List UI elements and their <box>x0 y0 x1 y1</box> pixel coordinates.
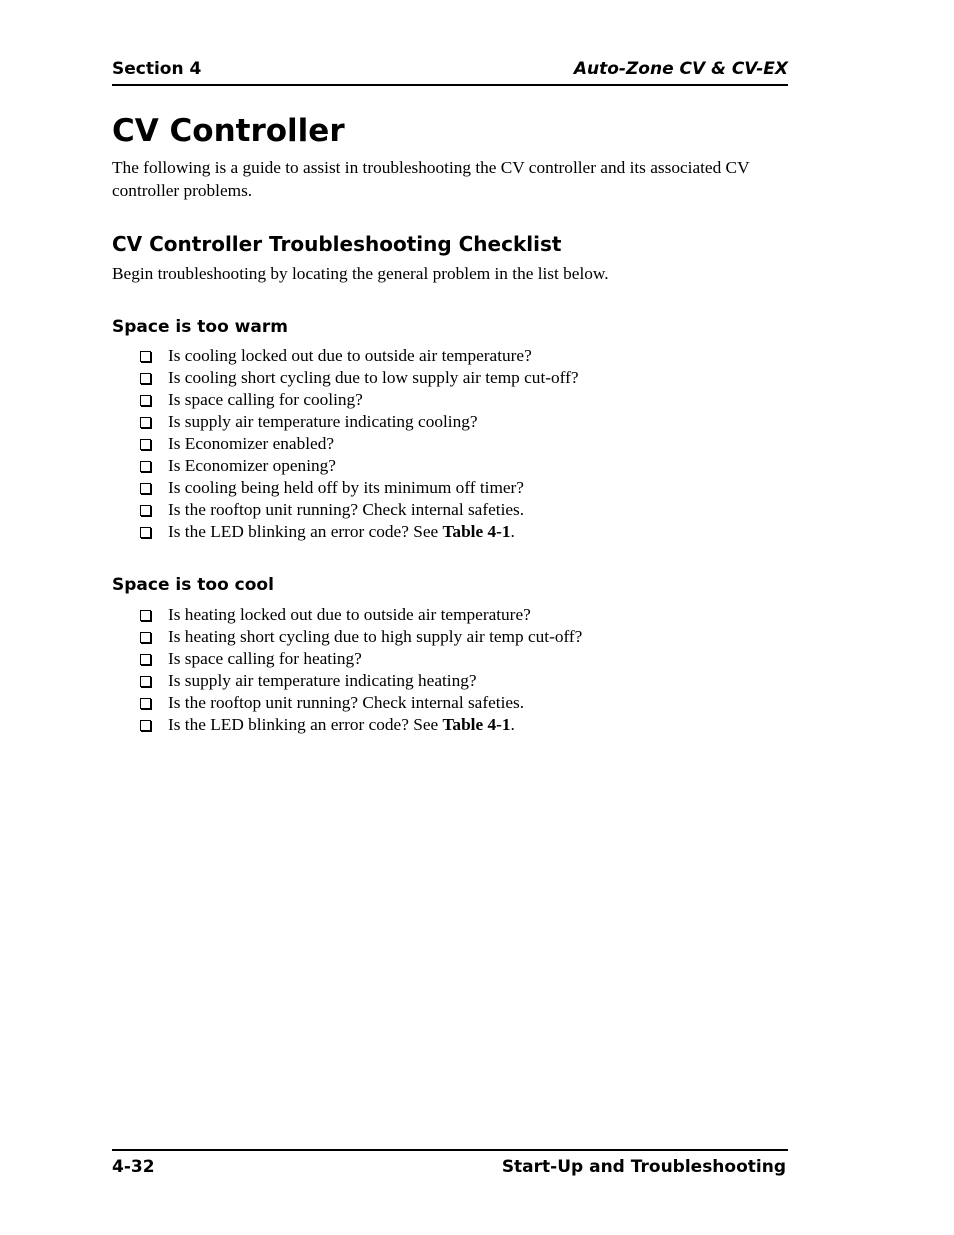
checklist-item <box>140 670 582 692</box>
checkbox-icon <box>140 676 151 687</box>
checkbox-icon <box>140 610 151 621</box>
checklist-item <box>140 433 579 455</box>
page-title: CV Controller <box>112 113 345 149</box>
checklist-item-text <box>168 455 336 477</box>
header-product: Auto-Zone CV & CV-EX <box>573 59 788 79</box>
warm-checklist <box>140 345 579 543</box>
checklist-item-text <box>168 433 334 455</box>
checklist-item <box>140 367 579 389</box>
item-text: Is Economizer opening? <box>168 456 336 475</box>
checklist-item-text <box>168 692 524 714</box>
checklist-item-text <box>168 670 477 692</box>
warm-heading: Space is too warm <box>112 317 288 337</box>
checklist-item <box>140 411 579 433</box>
checklist-lead: Begin troubleshooting by locating the general problem in the list below. <box>112 264 609 283</box>
checkbox-icon <box>140 483 151 494</box>
checklist-item <box>140 345 579 367</box>
checkbox-icon <box>140 632 151 643</box>
checklist-item-text <box>168 499 524 521</box>
checkbox-icon <box>140 439 151 450</box>
checklist-item <box>140 626 582 648</box>
item-text: Is heating short cycling due to high supply air temp cut-off? <box>168 627 583 646</box>
checklist-item <box>140 389 579 411</box>
item-text: Is space calling for heating? <box>168 649 362 668</box>
checklist-item <box>140 714 582 736</box>
item-text: Is space calling for cooling? <box>168 390 363 409</box>
item-text: Is Economizer enabled? <box>168 434 335 453</box>
checklist-item-text <box>168 626 582 648</box>
item-text: Is the rooftop unit running? Check internal safeties. <box>168 693 525 712</box>
cool-heading: Space is too cool <box>112 575 274 595</box>
checkbox-icon <box>140 505 151 516</box>
item-text: Is supply air temperature indicating cooling? <box>168 412 478 431</box>
table-reference: Table 4-1 <box>442 715 511 734</box>
checklist-item-text <box>168 367 579 389</box>
page-footer <box>112 1149 788 1183</box>
checklist-item-text <box>168 604 531 626</box>
checklist-item-text <box>168 345 532 367</box>
checkbox-icon <box>140 417 151 428</box>
intro-paragraph: The following is a guide to assist in troubleshooting the CV controller and its associated CV controller problems. <box>112 158 750 200</box>
page-header <box>112 58 788 86</box>
item-end: . <box>510 522 515 541</box>
checklist-item <box>140 648 582 670</box>
checklist-item-text <box>168 411 478 433</box>
item-text: Is cooling short cycling due to low supply air temp cut-off? <box>168 368 579 387</box>
checkbox-icon <box>140 395 151 406</box>
table-reference: Table 4-1 <box>442 522 511 541</box>
checkbox-icon <box>140 461 151 472</box>
item-text: Is heating locked out due to outside air temperature? <box>168 605 531 624</box>
page-number: 4-32 <box>112 1157 155 1177</box>
checklist-item <box>140 604 582 626</box>
checkbox-icon <box>140 373 151 384</box>
footer-chapter: Start-Up and Troubleshooting <box>501 1157 786 1177</box>
item-text: Is cooling being held off by its minimum off timer? <box>168 478 524 497</box>
header-section: Section 4 <box>112 59 202 79</box>
checklist-heading: CV Controller Troubleshooting Checklist <box>112 232 562 256</box>
checkbox-icon <box>140 698 151 709</box>
item-text: Is the rooftop unit running? Check internal safeties. <box>168 500 525 519</box>
item-end: . <box>510 715 515 734</box>
item-text: Is supply air temperature indicating heating? <box>168 671 477 690</box>
checklist-item <box>140 477 579 499</box>
checklist-item <box>140 499 579 521</box>
checklist-item <box>140 692 582 714</box>
checklist-item-text <box>168 521 515 543</box>
checkbox-icon <box>140 720 151 731</box>
checklist-item <box>140 521 579 543</box>
cool-checklist <box>140 604 582 736</box>
checklist-item-text <box>168 648 362 670</box>
item-text: Is the LED blinking an error code? See <box>168 715 443 734</box>
checkbox-icon <box>140 527 151 538</box>
item-text: Is the LED blinking an error code? See <box>168 522 443 541</box>
item-text: Is cooling locked out due to outside air temperature? <box>168 346 532 365</box>
checkbox-icon <box>140 654 151 665</box>
checklist-item-text <box>168 714 515 736</box>
checklist-item-text <box>168 389 363 411</box>
checkbox-icon <box>140 351 151 362</box>
checklist-item <box>140 455 579 477</box>
checklist-item-text <box>168 477 524 499</box>
